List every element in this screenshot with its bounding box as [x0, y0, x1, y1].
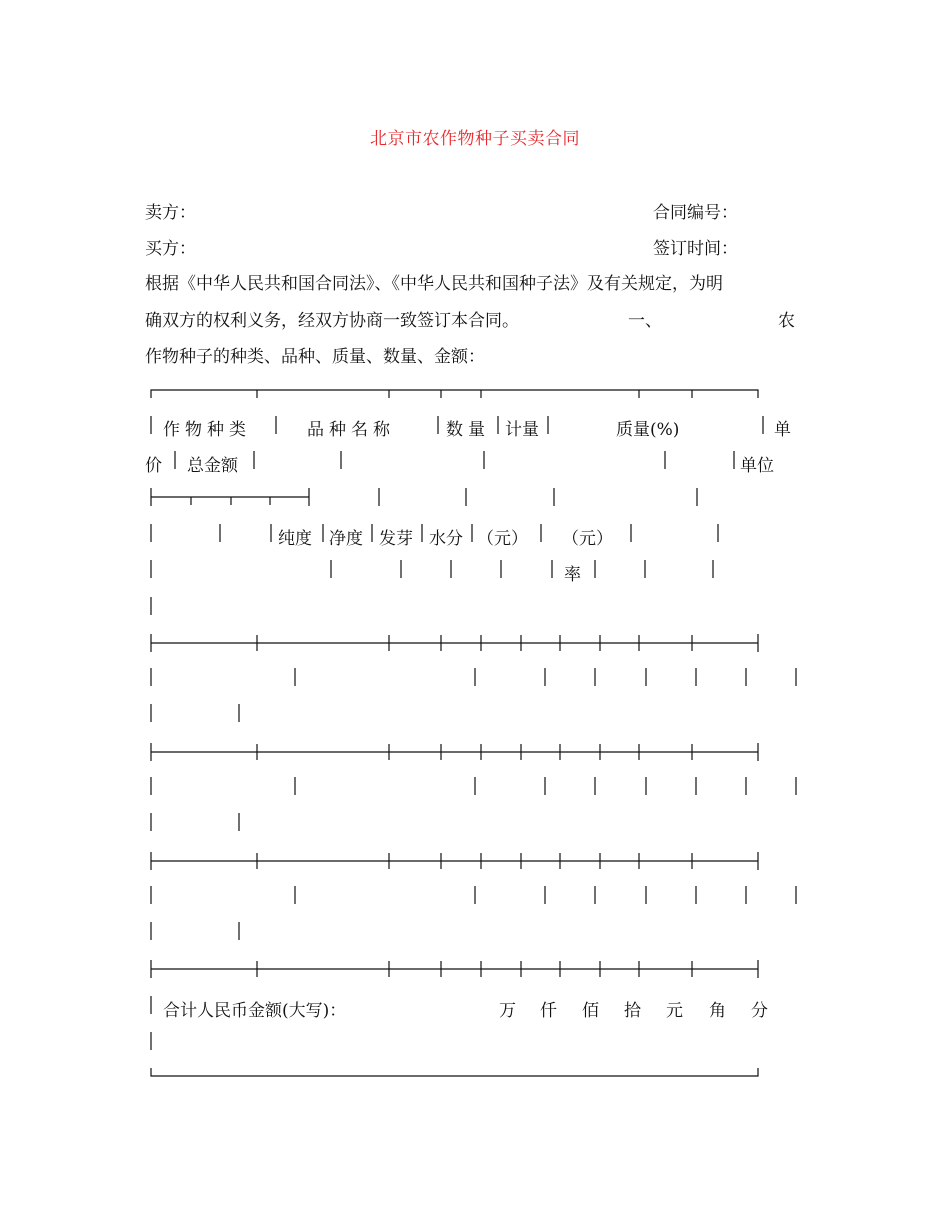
row-separator	[151, 960, 758, 978]
row-separator	[151, 852, 758, 870]
table-row-dividers	[151, 922, 239, 940]
header-rate: 率	[564, 565, 581, 585]
page-title: 北京市农作物种子买卖合同	[370, 129, 580, 149]
seller-label: 卖方：	[145, 203, 196, 223]
header-unit-label: 单位	[740, 456, 774, 476]
row-separator	[151, 634, 758, 652]
money-unit-bai: 佰	[582, 1001, 599, 1021]
money-unit-fen: 分	[751, 1001, 768, 1021]
table-row-dividers	[151, 813, 239, 831]
money-unit-yuan: 元	[666, 1001, 683, 1021]
header-quality: 质量(%)	[616, 420, 680, 440]
header-clarity: 净度	[329, 529, 363, 549]
header-unit-price-part1: 单	[774, 420, 791, 440]
header-moisture: 水分	[429, 529, 463, 549]
header-variety-name: 品种名称	[307, 420, 395, 440]
section-title-start: 农	[778, 311, 795, 331]
intro-paragraph-line-2: 确双方的权利义务，经双方协商一致签订本合同。	[145, 311, 519, 331]
money-unit-jiao: 角	[709, 1001, 726, 1021]
sign-time-label: 签订时间：	[653, 239, 738, 259]
header-unit-price-part2: 价	[145, 456, 162, 476]
row-separator	[151, 743, 758, 761]
contract-number-label: 合同编号：	[653, 203, 738, 223]
money-unit-wan: 万	[499, 1001, 516, 1021]
table-row-dividers	[151, 777, 796, 795]
subheader-separator	[151, 488, 697, 506]
intro-paragraph-line-1: 根据《中华人民共和国合同法》、《中华人民共和国种子法》及有关规定，为明	[145, 274, 723, 294]
table-row-dividers	[151, 668, 796, 686]
header-yuan-total: （元）	[562, 529, 613, 549]
header-unit-measure: 计量	[505, 420, 539, 440]
header-germination: 发芽	[379, 529, 413, 549]
table-top-border	[151, 390, 758, 398]
buyer-label: 买方：	[145, 239, 196, 259]
total-amount-label: 合计人民币金额(大写)：	[163, 1001, 347, 1021]
money-unit-shi: 拾	[624, 1001, 641, 1021]
section-number: 一、	[628, 311, 662, 331]
table-row-dividers	[151, 886, 796, 904]
header-crop-type: 作物种类	[163, 420, 251, 440]
header-quantity: 数量	[446, 420, 490, 440]
header-purity: 纯度	[278, 529, 312, 549]
header-total-amount: 总金额	[187, 456, 238, 476]
data-rows	[151, 634, 796, 978]
header-yuan-unit-price: （元）	[477, 529, 528, 549]
money-unit-qian: 仟	[540, 1001, 557, 1021]
table-row-dividers	[151, 704, 239, 722]
section-title: 作物种子的种类、品种、质量、数量、金额：	[145, 347, 485, 367]
